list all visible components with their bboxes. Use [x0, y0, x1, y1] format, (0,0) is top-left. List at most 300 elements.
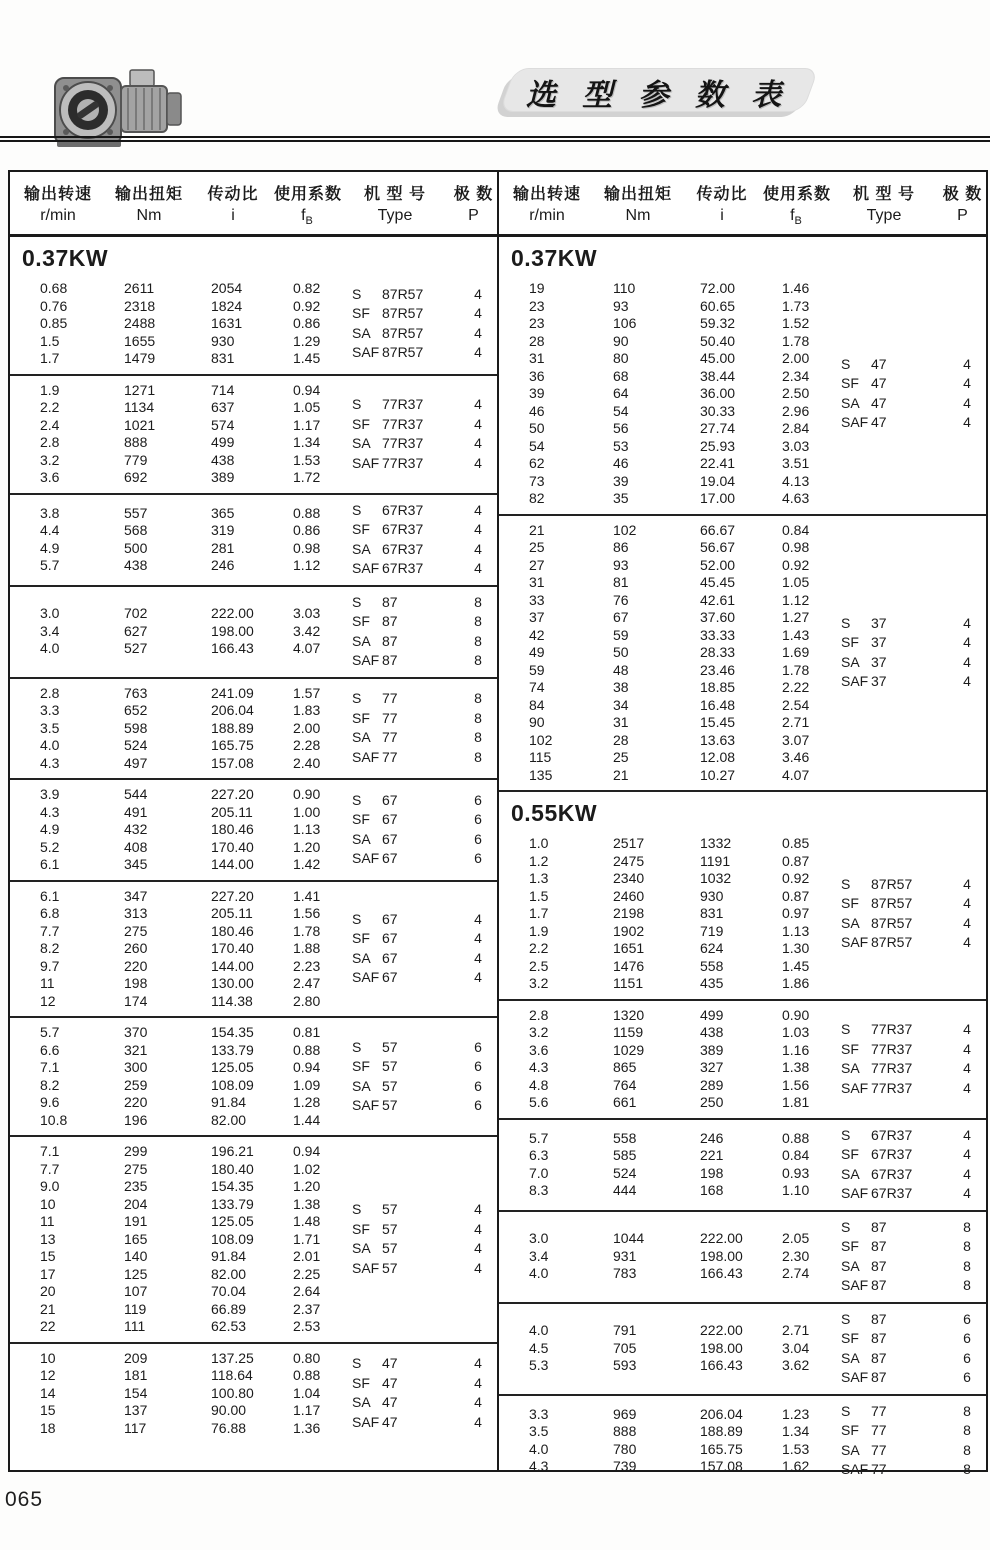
rating-group [499, 1302, 986, 1394]
value-cell: 1.9 [529, 922, 549, 939]
model-name [345, 540, 464, 560]
model-size: 87 [871, 1369, 887, 1386]
value-cell: 7.7 [40, 922, 60, 939]
model-row [345, 1077, 497, 1097]
value-cell: 1.81 [782, 1094, 810, 1111]
values-grid [499, 1130, 834, 1200]
rating-group [499, 1118, 986, 1210]
value-cell: 1.78 [782, 332, 810, 349]
value-cell: 2318 [124, 297, 156, 314]
value-cell: 558 [700, 957, 724, 974]
value-cell: 23.46 [700, 661, 736, 678]
value-cell: 2517 [613, 835, 645, 852]
model-name [345, 1354, 464, 1374]
poles-value: 4 [963, 1060, 971, 1077]
value-cell: 157.08 [700, 1458, 743, 1475]
model-size: 67 [382, 949, 398, 966]
model-name [345, 324, 464, 344]
model-row [834, 1460, 986, 1480]
value-cell: 119 [124, 1300, 147, 1317]
column-header-row [499, 172, 986, 237]
value-cell: 1029 [613, 1041, 645, 1058]
column-header-zh: 机 型 号 [853, 186, 915, 203]
poles-value: 4 [963, 1079, 971, 1096]
value-cell: 13 [40, 1230, 56, 1247]
values-grid [10, 1143, 345, 1336]
model-prefix: SF [352, 1058, 370, 1075]
model-row [345, 559, 497, 579]
value-cell: 1.38 [782, 1059, 810, 1076]
model-size: 77R37 [382, 454, 424, 471]
model-size: 77 [382, 748, 398, 765]
model-size: 87R57 [871, 895, 913, 912]
value-cell: 56 [613, 420, 629, 437]
model-row [345, 1413, 497, 1433]
poles-value: 8 [474, 593, 482, 610]
value-cell: 2.80 [293, 992, 321, 1009]
model-row [345, 1259, 497, 1279]
value-cell: 49 [529, 644, 545, 661]
value-cell: 319 [211, 522, 235, 539]
model-name [345, 612, 464, 632]
value-cell: 0.88 [293, 1041, 321, 1058]
values-grid [10, 1024, 345, 1129]
value-cell: 1134 [124, 399, 155, 416]
poles-value: 8 [963, 1422, 971, 1439]
value-cell: 37.60 [700, 609, 736, 626]
model-name [834, 1218, 953, 1238]
rating-group [10, 1016, 497, 1135]
model-size: 67 [382, 850, 398, 867]
model-size: 87 [871, 1218, 887, 1235]
value-cell: 500 [124, 539, 148, 556]
value-cell: 1320 [613, 1006, 645, 1023]
model-list [345, 791, 497, 869]
value-cell: 222.00 [211, 605, 254, 622]
value-cell: 108.09 [211, 1076, 254, 1093]
model-size: 67R37 [871, 1185, 913, 1202]
model-prefix: SA [841, 1257, 860, 1274]
value-cell: 110 [613, 280, 636, 297]
value-cell: 144.00 [211, 957, 254, 974]
model-name [345, 520, 464, 540]
model-size: 77 [871, 1441, 887, 1458]
value-cell: 42 [529, 626, 545, 643]
value-cell: 93 [613, 556, 629, 573]
value-cell: 20 [40, 1283, 56, 1300]
model-size: 67 [382, 791, 398, 808]
value-cell: 438 [700, 1024, 724, 1041]
value-cell: 125 [124, 1265, 148, 1282]
poles-value: 4 [963, 875, 971, 892]
column-header-zh: 机 型 号 [364, 186, 426, 203]
model-prefix: S [352, 396, 362, 413]
value-cell: 140 [124, 1248, 148, 1265]
value-cell: 408 [124, 838, 148, 855]
poles-value: 4 [474, 1240, 482, 1257]
poles-value: 4 [963, 1165, 971, 1182]
value-cell: 1032 [700, 870, 732, 887]
value-cell: 133.79 [211, 1195, 254, 1212]
poles-value: 4 [963, 614, 971, 631]
column-header-zh: 输出扭矩 [603, 186, 672, 203]
value-cell: 188.89 [700, 1423, 743, 1440]
model-row [345, 791, 497, 811]
value-cell: 1.62 [782, 1458, 810, 1475]
model-prefix: SAF [352, 1097, 380, 1114]
model-name [345, 593, 464, 613]
value-cell: 165.75 [700, 1440, 743, 1457]
poles-value: 8 [474, 748, 482, 765]
value-cell: 0.92 [782, 870, 810, 887]
value-cell: 2.74 [782, 1265, 810, 1282]
value-cell: 42.61 [700, 591, 736, 608]
model-prefix: SA [352, 324, 371, 341]
model-name [345, 1374, 464, 1394]
rating-group [10, 585, 497, 677]
value-cell: 191 [124, 1213, 148, 1230]
value-cell: 1655 [124, 332, 156, 349]
model-size: 47 [871, 394, 887, 411]
poles-value: 6 [963, 1349, 971, 1366]
model-name [834, 1059, 953, 1079]
model-row [345, 395, 497, 415]
model-size: 77R37 [382, 396, 424, 413]
model-name [345, 830, 464, 850]
page-title: 选 型 参 数 表 [525, 79, 791, 112]
model-size: 67R37 [871, 1165, 913, 1182]
value-cell: 1151 [613, 975, 644, 992]
model-size: 37 [871, 673, 887, 690]
model-list [345, 285, 497, 363]
value-cell: 1332 [700, 835, 732, 852]
value-cell: 1.78 [782, 661, 810, 678]
value-cell: 82.00 [211, 1111, 247, 1128]
value-cell: 90 [529, 714, 545, 731]
model-name [834, 1460, 953, 1480]
poles-value: 8 [474, 632, 482, 649]
poles-value: 6 [474, 830, 482, 847]
value-cell: 125.05 [211, 1213, 254, 1230]
value-cell: 2.01 [293, 1248, 321, 1265]
value-cell: 4.5 [529, 1339, 549, 1356]
value-cell: 719 [700, 922, 724, 939]
value-cell: 2198 [613, 905, 645, 922]
model-size: 87 [382, 632, 398, 649]
model-name [345, 728, 464, 748]
model-size: 87R57 [382, 285, 424, 302]
model-name [834, 653, 953, 673]
value-cell: 705 [613, 1339, 637, 1356]
value-cell: 624 [700, 940, 724, 957]
value-cell: 0.82 [293, 280, 321, 297]
model-list [834, 875, 986, 953]
model-prefix: SA [841, 1441, 860, 1458]
value-cell: 3.0 [40, 605, 60, 622]
model-size: 77R37 [382, 415, 424, 432]
model-list [345, 1354, 497, 1432]
page-number: 065 [5, 1488, 44, 1511]
model-prefix: SAF [841, 1369, 869, 1386]
value-cell: 370 [124, 1024, 148, 1041]
poles-value: 4 [474, 930, 482, 947]
column-header-unit: P [468, 207, 479, 224]
model-name [345, 1057, 464, 1077]
value-cell: 15 [40, 1402, 56, 1419]
model-row [834, 1218, 986, 1238]
model-row [345, 849, 497, 869]
model-size: 87 [871, 1257, 887, 1274]
value-cell: 2054 [211, 280, 243, 297]
value-cell: 1.20 [293, 838, 321, 855]
model-prefix: S [841, 355, 851, 372]
model-row [834, 1441, 986, 1461]
value-cell: 1.30 [782, 940, 810, 957]
values-grid [10, 505, 345, 575]
model-size: 77R37 [871, 1021, 913, 1038]
value-cell: 166.43 [700, 1357, 743, 1374]
model-name [345, 304, 464, 324]
poles-value: 4 [963, 1185, 971, 1202]
model-name [834, 1145, 953, 1165]
poles-value: 6 [474, 791, 482, 808]
model-row [834, 394, 986, 414]
value-cell: 1.09 [293, 1076, 321, 1093]
model-name [345, 1077, 464, 1097]
value-cell: 181 [124, 1367, 148, 1384]
value-cell: 246 [700, 1129, 724, 1146]
model-prefix: SA [841, 1165, 860, 1182]
poles-value: 4 [963, 1126, 971, 1143]
model-list [834, 1402, 986, 1480]
model-row [345, 285, 497, 305]
value-cell: 22 [40, 1318, 56, 1335]
power-section-heading: 0.55KW [499, 790, 986, 829]
value-cell: 4.13 [782, 472, 810, 489]
value-cell: 33.33 [700, 626, 736, 643]
model-row [345, 1038, 497, 1058]
model-prefix: SF [841, 1040, 859, 1057]
value-cell: 137 [124, 1402, 148, 1419]
value-cell: 0.68 [40, 280, 68, 297]
column-header-unit: Nm [625, 207, 651, 224]
model-size: 77 [382, 690, 398, 707]
model-size: 67R37 [871, 1126, 913, 1143]
value-cell: 4.63 [782, 490, 810, 507]
value-cell: 1.5 [529, 887, 549, 904]
value-cell: 1.56 [782, 1076, 810, 1093]
model-prefix: S [352, 690, 362, 707]
model-size: 57 [382, 1077, 398, 1094]
value-cell: 10 [40, 1195, 56, 1212]
value-cell: 6.3 [529, 1147, 549, 1164]
value-cell: 4.07 [782, 766, 810, 783]
value-cell: 1.86 [782, 975, 810, 992]
value-cell: 0.94 [293, 1059, 321, 1076]
value-cell: 10.8 [40, 1111, 68, 1128]
value-cell: 2340 [613, 870, 645, 887]
value-cell: 39 [613, 472, 629, 489]
model-row [834, 1237, 986, 1257]
value-cell: 0.87 [782, 887, 810, 904]
value-cell: 1476 [613, 957, 645, 974]
value-cell: 345 [124, 856, 148, 873]
value-cell: 2.2 [529, 940, 549, 957]
value-cell: 3.07 [782, 731, 810, 748]
model-size: 67 [382, 969, 398, 986]
model-prefix: SAF [841, 1277, 869, 1294]
value-cell: 62.53 [211, 1318, 247, 1335]
model-prefix: SF [352, 1220, 370, 1237]
model-row [345, 304, 497, 324]
value-cell: 275 [124, 1160, 148, 1177]
value-cell: 3.2 [529, 1024, 549, 1041]
model-size: 77R37 [871, 1079, 913, 1096]
model-prefix: SA [841, 394, 860, 411]
poles-value: 4 [474, 1355, 482, 1372]
value-cell: 198.00 [211, 622, 254, 639]
model-name [345, 395, 464, 415]
value-cell: 174 [124, 992, 148, 1009]
model-row [834, 1040, 986, 1060]
model-size: 47 [382, 1355, 398, 1372]
model-name [834, 614, 953, 634]
value-cell: 27.74 [700, 420, 736, 437]
value-cell: 1.27 [782, 609, 810, 626]
value-cell: 118.64 [211, 1367, 253, 1384]
model-prefix: S [841, 1218, 851, 1235]
value-cell: 1.7 [40, 350, 60, 367]
model-row [345, 1374, 497, 1394]
value-cell: 568 [124, 522, 148, 539]
column-header-unit: Type [866, 207, 902, 224]
value-cell: 227.20 [211, 786, 254, 803]
value-cell: 5.7 [529, 1129, 549, 1146]
poles-value: 4 [474, 1220, 482, 1237]
value-cell: 1.48 [293, 1213, 321, 1230]
model-list [345, 910, 497, 988]
value-cell: 544 [124, 786, 148, 803]
model-prefix: SF [352, 613, 370, 630]
value-cell: 1.69 [782, 644, 810, 661]
model-size: 37 [871, 634, 887, 651]
model-row [345, 1096, 497, 1116]
value-cell: 1.71 [293, 1230, 321, 1247]
model-size: 77 [871, 1402, 887, 1419]
model-size: 87R57 [871, 875, 913, 892]
model-size: 87 [871, 1349, 887, 1366]
model-row [345, 1393, 497, 1413]
gear-motor-illustration [52, 56, 188, 160]
value-cell: 17.00 [700, 490, 736, 507]
rating-group [10, 677, 497, 779]
value-cell: 2.05 [782, 1230, 810, 1247]
poles-value: 4 [963, 934, 971, 951]
model-prefix: SAF [841, 1185, 869, 1202]
value-cell: 241.09 [211, 684, 254, 701]
value-cell: 499 [700, 1006, 724, 1023]
model-name [834, 394, 953, 414]
value-cell: 250 [700, 1094, 724, 1111]
value-cell: 780 [613, 1440, 637, 1457]
value-cell: 2.30 [782, 1247, 810, 1264]
model-name [834, 1402, 953, 1422]
model-list [345, 593, 497, 671]
table-left-half [10, 172, 497, 1470]
value-cell: 4.3 [529, 1458, 549, 1475]
model-size: 77R37 [871, 1040, 913, 1057]
value-cell: 23 [529, 297, 545, 314]
model-row [345, 830, 497, 850]
value-cell: 2.50 [782, 385, 810, 402]
value-cell: 166.43 [211, 640, 254, 657]
model-row [834, 355, 986, 375]
model-name [345, 343, 464, 363]
value-cell: 1.45 [293, 350, 321, 367]
value-cell: 1.28 [293, 1094, 321, 1111]
model-row [834, 1368, 986, 1388]
value-cell: 1.17 [293, 1402, 321, 1419]
model-size: 87R57 [382, 324, 424, 341]
value-cell: 90 [613, 332, 629, 349]
column-header-unit: i [231, 207, 235, 224]
poles-value: 6 [474, 1077, 482, 1094]
value-cell: 3.3 [40, 702, 60, 719]
value-cell: 435 [700, 975, 724, 992]
poles-value: 8 [474, 690, 482, 707]
model-name [345, 791, 464, 811]
model-row [345, 540, 497, 560]
poles-value: 8 [963, 1277, 971, 1294]
value-cell: 1.5 [40, 332, 60, 349]
value-cell: 1.0 [529, 835, 549, 852]
value-cell: 3.2 [40, 451, 60, 468]
value-cell: 930 [211, 332, 235, 349]
value-cell: 34 [613, 696, 629, 713]
value-cell: 4.4 [40, 522, 60, 539]
poles-value: 4 [963, 1146, 971, 1163]
value-cell: 66.67 [700, 521, 736, 538]
rating-group [499, 829, 986, 999]
poles-value: 4 [963, 673, 971, 690]
value-cell: 7.1 [40, 1059, 60, 1076]
value-cell: 46 [613, 455, 629, 472]
value-cell: 389 [700, 1041, 724, 1058]
value-cell: 5.7 [40, 1024, 60, 1041]
value-cell: 198 [700, 1164, 724, 1181]
model-row [345, 454, 497, 474]
value-cell: 31 [529, 350, 545, 367]
value-cell: 2460 [613, 887, 645, 904]
value-cell: 72.00 [700, 280, 736, 297]
value-cell: 180.40 [211, 1160, 254, 1177]
value-cell: 117 [124, 1419, 147, 1436]
model-name [834, 1126, 953, 1146]
value-cell: 1.04 [293, 1384, 321, 1401]
value-cell: 259 [124, 1076, 148, 1093]
value-cell: 888 [613, 1423, 637, 1440]
value-cell: 1.46 [782, 280, 810, 297]
poles-value: 4 [963, 653, 971, 670]
poles-value: 4 [474, 521, 482, 538]
model-row [345, 324, 497, 344]
value-cell: 0.97 [782, 905, 810, 922]
value-cell: 7.1 [40, 1143, 60, 1160]
value-cell: 598 [124, 719, 148, 736]
model-list [345, 1038, 497, 1116]
value-cell: 969 [613, 1405, 637, 1422]
poles-value: 4 [474, 969, 482, 986]
